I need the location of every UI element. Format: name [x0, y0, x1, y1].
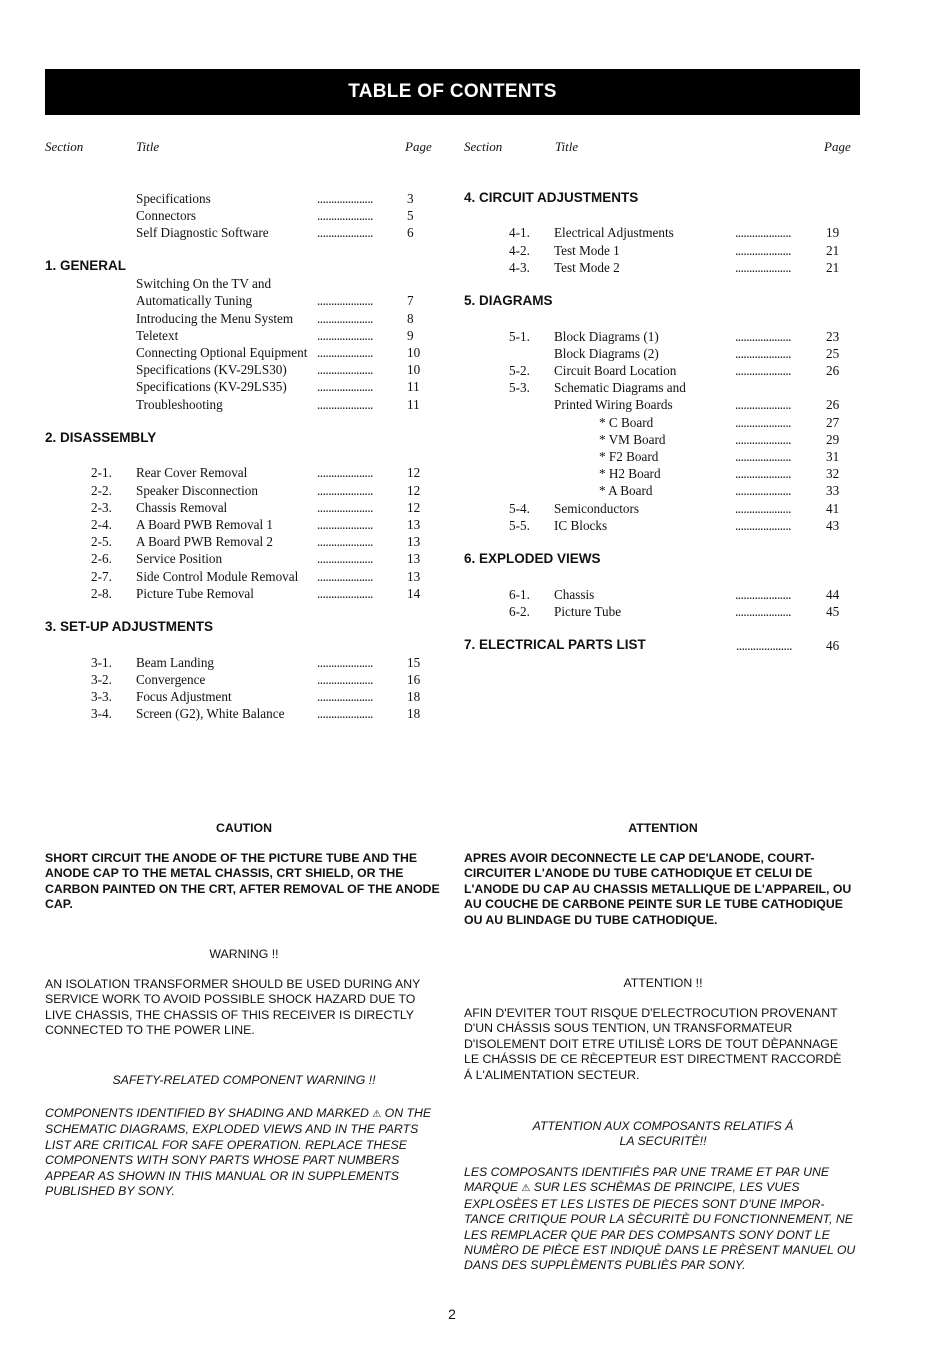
warning-triangle-icon: ⚠	[372, 1109, 382, 1120]
toc-entry-title: Side Control Module Removal	[136, 568, 299, 584]
toc-entry-title: Screen (G2), White Balance	[136, 706, 285, 722]
toc-leader-dots: ....................	[317, 706, 373, 722]
toc-entry-page: 33	[826, 483, 840, 499]
toc-leader-dots: ....................	[735, 603, 791, 619]
toc-leader-dots: ....................	[736, 638, 792, 654]
toc-entry-number: 2-8.	[91, 585, 112, 601]
toc-leader-dots: ....................	[317, 293, 373, 309]
section-heading: 1. GENERAL	[45, 258, 127, 273]
toc-entry-page: 21	[826, 242, 840, 258]
attention-safety-heading: ATTENTION AUX COMPOSANTS RELATIFS Á LA SECURITÈ!!	[532, 1119, 794, 1149]
toc-leader-dots: ....................	[317, 689, 373, 704]
toc-leader-dots: ....................	[735, 345, 791, 361]
toc-entry-title: Switching On the TV and	[136, 276, 272, 292]
toc-entry-title: Connecting Optional Equipment	[136, 345, 308, 360]
toc-entry-page: 12	[407, 499, 421, 515]
section-heading: 7. ELECTRICAL PARTS LIST	[464, 637, 646, 653]
toc-entry-title: * H2 Board	[599, 466, 661, 482]
toc-entry-title: Convergence	[136, 671, 206, 687]
toc-entry-page: 13	[407, 551, 421, 567]
toc-entry-page: 41	[826, 500, 840, 516]
toc-entry-number: 2-5.	[91, 534, 112, 550]
toc-entry-page: 13	[407, 568, 421, 584]
toc-entry-title: Electrical Adjustments	[554, 225, 674, 241]
toc-entry-number: 5-1.	[509, 328, 530, 344]
toc-entry-number: 2-1.	[91, 465, 112, 481]
toc-entry-title: Specifications (KV-29LS35)	[136, 379, 287, 395]
toc-entry-title: A Board PWB Removal 2	[136, 534, 273, 550]
toc-leader-dots: ....................	[735, 259, 791, 275]
toc-leader-dots: ....................	[317, 208, 373, 224]
toc-entry-title: Rear Cover Removal	[136, 465, 248, 481]
toc-entry-page: 27	[826, 414, 840, 430]
toc-entry-page: 7	[407, 293, 414, 309]
toc-leader-dots: ....................	[317, 654, 373, 670]
toc-leader-dots: ....................	[317, 465, 373, 481]
toc-leader-dots: ....................	[735, 414, 791, 430]
header-page-right: Page	[824, 139, 851, 154]
toc-leader-dots: ....................	[735, 242, 791, 258]
toc-entry-title: Picture Tube Removal	[136, 585, 254, 601]
toc-leader-dots: ....................	[317, 482, 373, 498]
section-heading: 3. SET-UP ADJUSTMENTS	[45, 619, 214, 635]
toc-leader-dots: ....................	[317, 568, 373, 584]
toc-entry-page: 10	[407, 345, 421, 360]
toc-entry-page: 23	[826, 328, 840, 344]
toc-entry-title: Circuit Board Location	[554, 363, 677, 378]
toc-entry-number: 2-7.	[91, 568, 112, 584]
toc-entry-number: 6-1.	[509, 586, 530, 602]
toc-entry-title: Chassis Removal	[136, 499, 228, 515]
toc-entry-title: IC Blocks	[554, 517, 608, 533]
toc-leader-dots: ....................	[735, 328, 791, 344]
toc-entry-number: 5-3.	[509, 380, 530, 396]
toc-entry-number: 4-2.	[509, 242, 530, 258]
toc-entry-title: Self Diagnostic Software	[136, 225, 269, 241]
toc-entry-title: Printed Wiring Boards	[554, 397, 673, 413]
toc-leader-dots: ....................	[317, 671, 373, 687]
toc-leader-dots: ....................	[735, 466, 791, 482]
warning-triangle-icon: ⚠	[521, 1183, 531, 1195]
toc-entry-number: 2-2.	[91, 482, 112, 498]
toc-leader-dots: ....................	[317, 551, 373, 567]
toc-entry-page: 18	[407, 689, 421, 704]
toc-entry-page: 31	[826, 449, 840, 464]
toc-entry-title: * A Board	[599, 483, 653, 499]
toc-leader-dots: ....................	[317, 191, 373, 206]
toc-leader-dots: ....................	[735, 517, 791, 533]
toc-entry-title: Introducing the Menu System	[136, 310, 294, 326]
header-title-right: Title	[555, 139, 579, 154]
toc-leader-dots: ....................	[735, 586, 791, 602]
toc-entry-page: 9	[407, 327, 414, 343]
toc-entry-page: 6	[407, 225, 414, 241]
toc-entry-number: 5-4.	[509, 500, 530, 516]
toc-entry-number: 5-5.	[509, 517, 530, 533]
toc-entry-page: 13	[407, 534, 421, 550]
toc-entry-number: 4-3.	[509, 259, 530, 275]
page-number: 2	[448, 1306, 456, 1322]
toc-leader-dots: ....................	[317, 396, 373, 412]
toc-entry-title: Speaker Disconnection	[136, 482, 258, 498]
toc-entry-page: 16	[407, 671, 421, 687]
toc-entry-number: 6-2.	[509, 603, 530, 619]
toc-entry-title: * C Board	[599, 414, 654, 430]
toc-entry-number: 2-3.	[91, 499, 112, 515]
caution-heading: CAUTION	[215, 821, 272, 835]
toc-entry-title: Picture Tube	[554, 603, 622, 619]
toc-entry-title: * VM Board	[599, 431, 666, 447]
toc-entry-page: 26	[826, 363, 840, 378]
toc-leader-dots: ....................	[735, 363, 791, 378]
toc-entry-page: 12	[407, 465, 421, 481]
section-heading: 5. DIAGRAMS	[464, 293, 553, 309]
toc-entry-title: Focus Adjustment	[136, 689, 232, 704]
toc-leader-dots: ....................	[317, 310, 373, 326]
toc-entry-page: 43	[826, 517, 840, 533]
toc-entry-title: Automatically Tuning	[136, 293, 253, 309]
toc-entry-page: 15	[407, 654, 421, 670]
header-page-left: Page	[405, 139, 432, 154]
warning-body: AN ISOLATION TRANSFORMER SHOULD BE USED DURING ANY SERVICE WORK TO AVOID POSSIBLE SHOCK HAZARD DUE TO LIVE CHASSIS, THE CHASSIS OF THIS RECEIVER IS DIRECTLY CONNECTED TO THE POWER LINE.	[45, 977, 421, 1038]
toc-entry-title: Test Mode 1	[554, 242, 620, 258]
attention-heading: ATTENTION	[628, 821, 698, 835]
toc-entry-page: 32	[826, 466, 840, 482]
toc-entry-title: Service Position	[136, 551, 223, 567]
toc-entry-number: 3-4.	[91, 706, 112, 722]
toc-leader-dots: ....................	[735, 483, 791, 499]
toc-entry-number: 3-2.	[91, 671, 112, 687]
toc-leader-dots: ....................	[735, 225, 791, 241]
toc-leader-dots: ....................	[317, 225, 373, 241]
toc-leader-dots: ....................	[735, 449, 791, 464]
toc-entry-number: 2-6.	[91, 551, 112, 567]
toc-entry-title: Block Diagrams (1)	[554, 328, 659, 344]
toc-entry-title: Block Diagrams (2)	[554, 345, 659, 361]
toc-leader-dots: ....................	[735, 500, 791, 516]
toc-leader-dots: ....................	[735, 397, 791, 413]
toc-entry-page: 46	[826, 638, 840, 654]
toc-entry-page: 11	[407, 396, 420, 412]
toc-leader-dots: ....................	[317, 499, 373, 515]
section-heading: 2. DISASSEMBLY	[45, 430, 157, 445]
toc-leader-dots: ....................	[317, 362, 373, 378]
toc-entry-page: 13	[407, 517, 421, 532]
toc-entry-number: 5-2.	[509, 363, 530, 378]
toc-entry-number: 3-1.	[91, 654, 112, 670]
toc-entry-title: Connectors	[136, 208, 197, 224]
header-title-left: Title	[136, 139, 160, 154]
attention-warning-body: AFIN D'EVITER TOUT RISQUE D'ELECTROCUTION PROVENANT D'UN CHÁSSIS SOUS TENTION, UN TRANSFORMATEUR D'ISOLEMENT DOIT ETRE UTILISÈ LORS DE TOUT DÈPANNAGE LE CHÁSSIS DE CE RÈCEPTEUR EST DIRECTMENT RACCORDÈ Á L'ALIMENTATION SECTEUR.	[464, 1006, 842, 1082]
section-heading: 4. CIRCUIT ADJUSTMENTS	[464, 190, 639, 205]
toc-leader-dots: ....................	[317, 517, 373, 532]
toc-entry-page: 3	[407, 191, 414, 206]
header-section-right: Section	[464, 139, 503, 154]
toc-entry-title: Schematic Diagrams and	[554, 380, 686, 396]
page-title: TABLE OF CONTENTS	[45, 69, 860, 115]
toc-entry-page: 29	[826, 431, 840, 447]
toc-entry-page: 14	[407, 585, 421, 601]
safety-warning-heading: SAFETY-RELATED COMPONENT WARNING !!	[112, 1073, 376, 1087]
toc-entry-title: Chassis	[554, 586, 595, 602]
toc-entry-title: Beam Landing	[136, 654, 215, 670]
toc-entry-page: 12	[407, 482, 421, 498]
warning-heading: WARNING !!	[209, 947, 279, 961]
toc-entry-number: 4-1.	[509, 225, 530, 241]
toc-entry-page: 18	[407, 706, 421, 722]
toc-entry-page: 25	[826, 345, 840, 361]
header-section-left: Section	[45, 139, 84, 154]
toc-entry-title: Specifications (KV-29LS30)	[136, 362, 287, 378]
toc-entry-page: 19	[826, 225, 840, 241]
toc-entry-number: 2-4.	[91, 517, 112, 532]
toc-entry-page: 11	[407, 379, 420, 395]
toc-entry-title: Troubleshooting	[136, 396, 223, 412]
toc-entry-number: 3-3.	[91, 689, 112, 704]
toc-leader-dots: ....................	[317, 534, 373, 550]
toc-entry-title: Specifications	[136, 191, 211, 206]
toc-entry-title: Semiconductors	[554, 500, 639, 516]
toc-leader-dots: ....................	[317, 379, 373, 395]
safety-warning-body: COMPONENTS IDENTIFIED BY SHADING AND MARKED ⚠ ON THE SCHEMATIC DIAGRAMS, EXPLODED VIEWS AND IN THE PARTS LIST ARE CRITICAL FOR SAFE OPERATION. REPLACE THESE COMPONENTS WITH SONY PARTS WHOSE PART NUMBERS APPEAR AS SHOWN IN THIS MANUAL OR IN SUPPLEMENTS PUBLISHED BY SONY.	[45, 1106, 432, 1199]
toc-leader-dots: ....................	[317, 327, 373, 343]
toc-entry-page: 8	[407, 310, 414, 326]
toc-leader-dots: ....................	[735, 431, 791, 447]
toc-leader-dots: ....................	[317, 585, 373, 601]
toc-entry-title: A Board PWB Removal 1	[136, 517, 273, 532]
toc-entry-title: Test Mode 2	[554, 259, 620, 275]
toc-entry-page: 5	[407, 208, 414, 224]
toc-entry-page: 26	[826, 397, 840, 413]
toc-entry-page: 10	[407, 362, 421, 378]
attention-body: APRES AVOIR DECONNECTE LE CAP DE'LANODE, COURT-CIRCUITER L'ANODE DU TUBE CATHODIQUE ET CELUI DE L'ANODE DU CAP AU CHASSIS METALLIQUE DE L'APPAREIL, OU AU COUCHE DE CARBONE PEINTE SUR LE TUBE CATHODIQUE OU AU BLINDAGE DU TUBE CATHODIQUE.	[464, 851, 852, 927]
attention-safety-body: LES COMPOSANTS IDENTIFIÈS PAR UNE TRAME ET PAR UNE MARQUE ⚠ SUR LES SCHÈMAS DE PRINCIPE, LES VUES EXPLOSÈES ET LES LISTES DE PIECES SONT D'UNE IMPOR-TANCE CRITIQUE POUR LA SÈCURITÈ DU FONCTIONNEMENT, NE LES REMPLACER QUE PAR DES COMPSANTS SONY DONT LE NUMÈRO DE PIÈCE EST INDIQUÈ DANS LE PRÈSENT MANUEL OU DANS DES SUPPLÈMENTS PUBLIÈS PAR SONY.	[464, 1165, 856, 1273]
section-heading: 6. EXPLODED VIEWS	[464, 551, 601, 567]
toc-entry-page: 21	[826, 259, 840, 275]
toc-leader-dots: ....................	[317, 345, 373, 360]
attention-warning-heading: ATTENTION !!	[623, 976, 703, 990]
caution-body: SHORT CIRCUIT THE ANODE OF THE PICTURE TUBE AND THE ANODE CAP TO THE METAL CHASSIS, CRT SHIELD, OR THE CARBON PAINTED ON THE CRT, AFTER REMOVAL OF THE ANODE CAP.	[45, 851, 440, 912]
toc-entry-title: Teletext	[136, 327, 179, 343]
toc-entry-title: * F2 Board	[599, 449, 659, 464]
toc-entry-page: 44	[826, 586, 840, 602]
toc-entry-page: 45	[826, 603, 840, 619]
